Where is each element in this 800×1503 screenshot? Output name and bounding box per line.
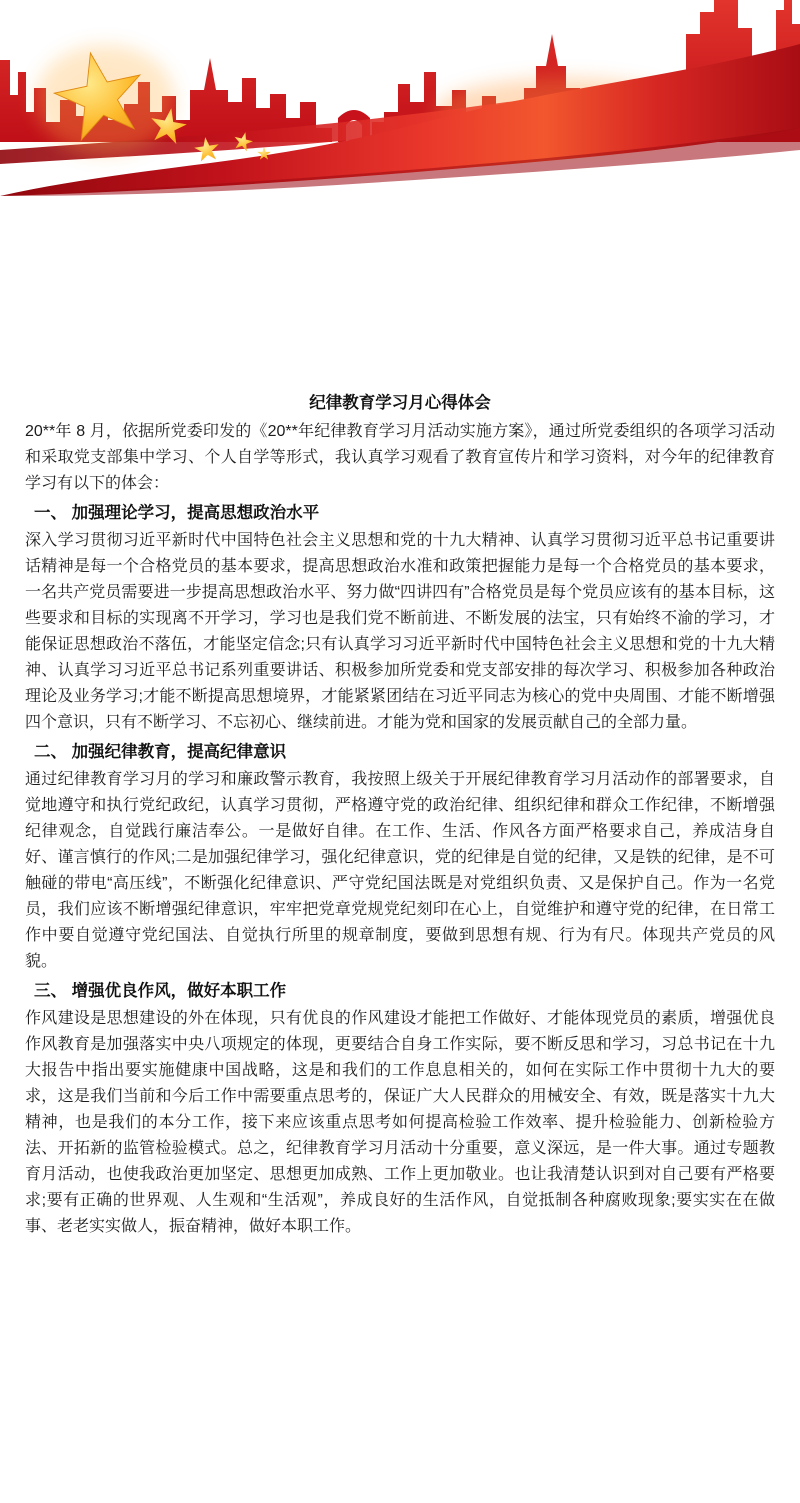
section-3-paragraph: 作风建设是思想建设的外在体现，只有优良的作风建设才能把工作做好、才能体现党员的素质，增强优良作风教育是加强落实中央八项规定的体现，更要结合自身工作实际，要不断反思和学习，习总书记在十九大报告中指出要实施健康中国战略，这是和我们的工作息息相关的，如何在实际工作中贯彻十九大的要求，这是我们当前和今后工作中需要重点思考的，保证广大人民群众的用械安全、有效，既是落实十九大精神，也是我们的本分工作，接下来应该重点思考如何提高检验工作效率、提升检验能力、创新检验方法、开拓新的监管检验模式。总之，纪律教育学习月活动十分重要，意义深远，是一件大事。通过专题教育月活动，也使我政治更加坚定、思想更加成熟、工作上更加敬业。也让我清楚认识到对自己要有严格要求;要有正确的世界观、人生观和“生活观”，养成良好的生活作风，自觉抵制各种腐败现象;要实实在在做事、老老实实做人，振奋精神，做好本职工作。 [25, 1010, 775, 1235]
page-title: 纪律教育学习月心得体会 [309, 394, 491, 412]
section-2-heading: 二、 加强纪律教育，提高纪律意识 [34, 743, 287, 761]
section-3-heading: 三、 增强优良作风，做好本职工作 [34, 982, 287, 1000]
section-1-paragraph: 深入学习贯彻习近平新时代中国特色社会主义思想和党的十九大精神、认真学习贯彻习近平总书记重要讲话精神是每一个合格党员的基本要求，提高思想政治水准和政策把握能力是每一个合格党员的基本要求，一名共产党员需要进一步提高思想政治水平、努力做“四讲四有”合格党员是每个党员应该有的基本目标，这些要求和目标的实现离不开学习，学习也是我们党不断前进、不断发展的法宝，只有始终不渝的学习，才能保证思想政治不落伍，才能坚定信念;只有认真学习习近平新时代中国特色社会主义思想和党的十九大精神、认真学习习近平总书记系列重要讲话、积极参加所党委和党支部安排的每次学习、积极参加各种政治理论及业务学习;才能不断提高思想境界，才能紧紧团结在习近平同志为核心的党中央周围、才能不断增强四个意识，只有不断学习、不忘初心、继续前进。才能为党和国家的发展贡献自己的全部力量。 [25, 532, 775, 731]
header-banner-graphic [0, 0, 800, 196]
intro-paragraph: 20**年 8 月，依据所党委印发的《20**年纪律教育学习月活动实施方案》，通过所党委组织的各项学习活动和采取党支部集中学习、个人自学等形式，我认真学习观看了教育宣传片和学习资料，对今年的纪律教育学习有以下的体会： [25, 423, 775, 492]
section-1-heading: 一、 加强理论学习，提高思想政治水平 [34, 504, 320, 522]
document-content [0, 390, 800, 1240]
section-2-paragraph: 通过纪律教育学习月的学习和廉政警示教育，我按照上级关于开展纪律教育学习月活动作的部署要求，自觉地遵守和执行党纪政纪，认真学习贯彻，严格遵守党的政治纪律、组织纪律和群众工作纪律，不断增强纪律观念，自觉践行廉洁奉公。一是做好自律。在工作、生活、作风各方面严格要求自己，养成洁身自好、谨言慎行的作风;二是加强纪律学习，强化纪律意识，党的纪律是自觉的纪律，又是铁的纪律，是不可触碰的带电“高压线”，不断强化纪律意识、严守党纪国法既是对党组织负责、又是保护自己。作为一名党员，我们应该不断增强纪律意识，牢牢把党章党规党纪刻印在心上，自觉维护和遵守党的纪律，在日常工作中要自觉遵守党纪国法、自觉执行所里的规章制度，要做到思想有规、行为有尺。体现共产党员的风貌。 [25, 771, 775, 970]
